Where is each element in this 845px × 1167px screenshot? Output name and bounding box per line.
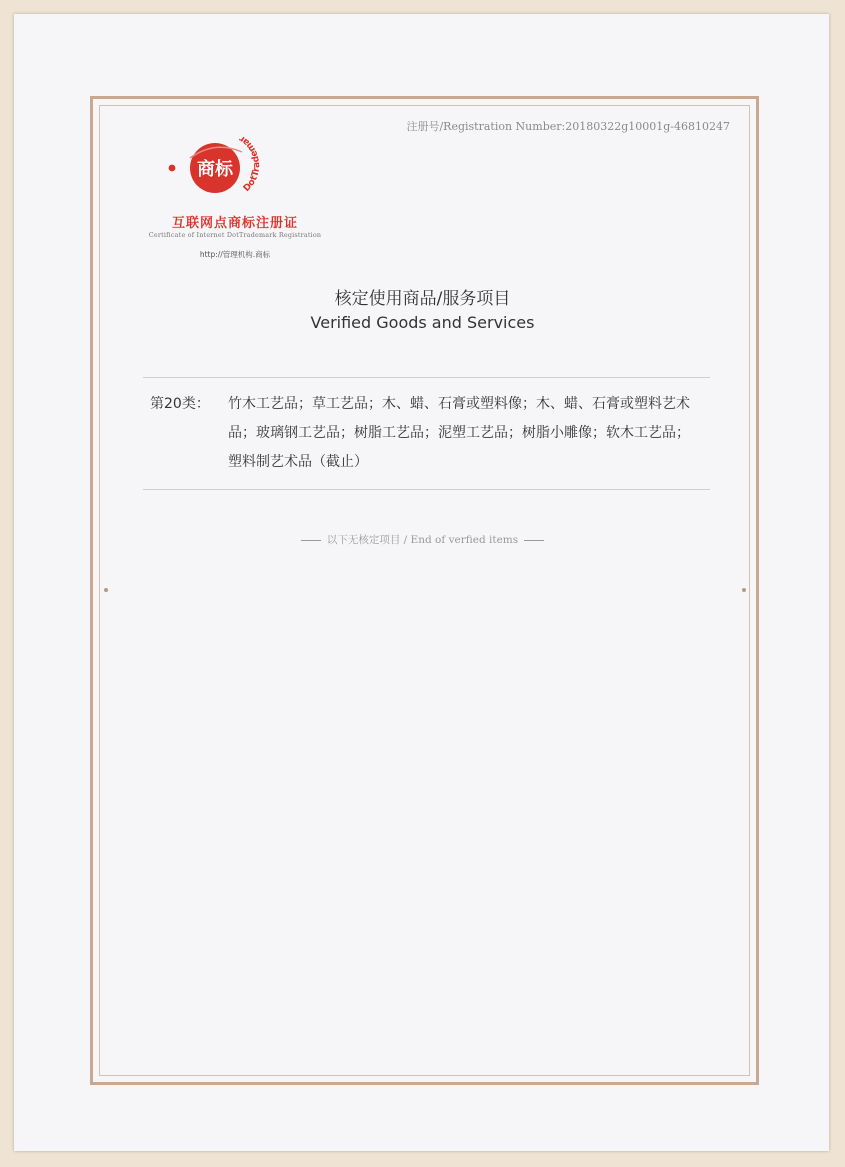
end-note-left-dash xyxy=(301,540,321,541)
logo-subtitle: Certificate of Internet DotTrademark Registration xyxy=(148,231,322,239)
page-title-zh: 核定使用商品/服务项目 xyxy=(334,289,511,309)
page-title-en: Verified Goods and Services xyxy=(310,313,535,332)
logo-title: 互联网点商标注册证 xyxy=(171,216,298,231)
registration-label: 注册号/Registration Number: xyxy=(406,120,566,133)
logo-url: http://管理机构.商标 xyxy=(199,250,271,259)
top-divider xyxy=(143,377,710,378)
trademark-logo-icon xyxy=(150,130,320,212)
class-label: 第20类： xyxy=(150,396,210,412)
goods-items-text: 竹木工艺品；草工艺品；木、蜡、石膏或塑料像；木、蜡、石膏或塑料艺术品；玻璃钢工艺品；树脂工艺品；泥塑工艺品；树脂小雕像；软木工艺品；塑料制艺术品（截止） xyxy=(228,396,690,470)
logo-arc-text: DotTrademar xyxy=(237,133,263,194)
bottom-divider xyxy=(143,489,710,490)
dottrademark-logo xyxy=(150,130,320,262)
left-frame-dot xyxy=(104,588,108,592)
end-note-text: 以下无核定项目 / End of verfied items xyxy=(326,534,519,546)
registration-value: 20180322g10001g-46810247 xyxy=(565,120,730,133)
logo-mark-text: 商标 xyxy=(197,159,233,180)
registration-number xyxy=(406,118,730,134)
right-frame-dot xyxy=(742,588,746,592)
end-note-right-dash xyxy=(524,540,544,541)
end-note xyxy=(0,532,845,547)
